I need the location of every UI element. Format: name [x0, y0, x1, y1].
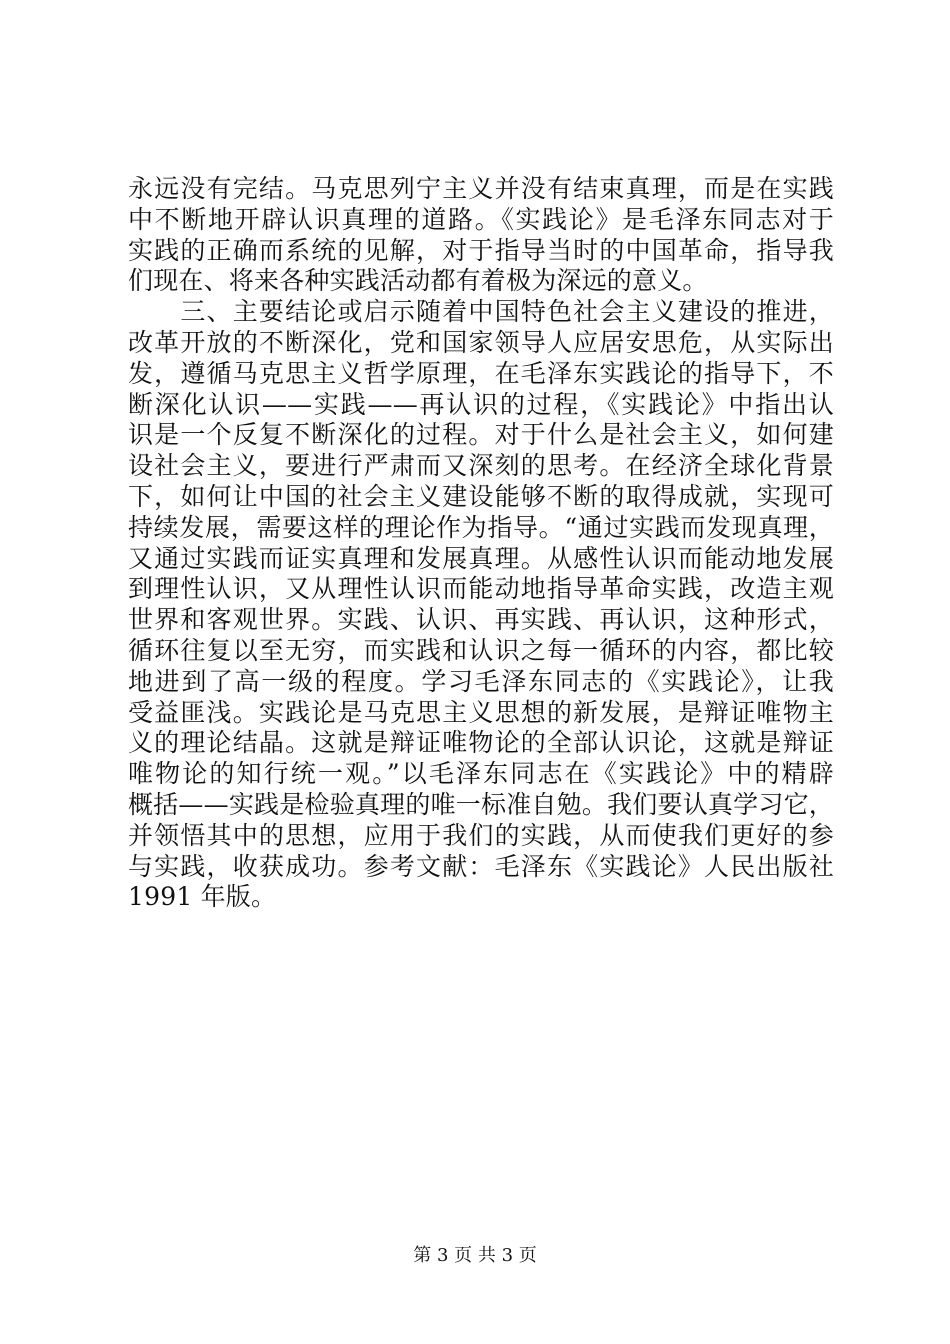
- page-footer: 第 3 页 共 3 页: [413, 1245, 537, 1266]
- text-line: 发，遵循马克思主义哲学原理，在毛泽东实践论的指导下，不: [128, 358, 834, 388]
- text-line: 设社会主义，要进行严肃而又深刻的思考。在经济全球化背景: [128, 451, 834, 481]
- text-line: 永远没有完结。马克思列宁主义并没有结束真理，而是在实践: [128, 174, 834, 203]
- text-line: 循环往复以至无穷，而实践和认识之每一循环的内容，都比较: [128, 635, 834, 665]
- body-text: [128, 174, 834, 913]
- text-line: 与实践，收获成功。参考文献：毛泽东《实践论》人民出版社: [128, 851, 834, 881]
- text-line: 下，如何让中国的社会主义建设能够不断的取得成就，实现可: [128, 481, 834, 511]
- text-line: 受益匪浅。实践论是马克思主义思想的新发展，是辩证唯物主: [128, 697, 834, 727]
- text-line: 中不断地开辟认识真理的道路。《实践论》是毛泽东同志对于: [128, 204, 834, 234]
- text-line: 1991 年版。: [128, 882, 277, 912]
- text-line: 世界和客观世界。实践、认识、再实践、再认识，这种形式，: [128, 605, 834, 635]
- text-line: 实践的正确而系统的见解，对于指导当时的中国革命，指导我: [128, 235, 834, 265]
- text-line: 识是一个反复不断深化的过程。对于什么是社会主义，如何建: [128, 420, 834, 450]
- text-line: 们现在、将来各种实践活动都有着极为深远的意义。: [128, 266, 708, 296]
- text-line: 义的理论结晶。这就是辩证唯物论的全部认识论，这就是辩证: [128, 728, 834, 758]
- text-line: 三、主要结论或启示随着中国特色社会主义建设的推进，: [128, 297, 834, 327]
- text-line: 改革开放的不断深化，党和国家领导人应居安思危，从实际出: [128, 327, 834, 357]
- text-line: 地进到了高一级的程度。学习毛泽东同志的《实践论》，让我: [128, 666, 834, 696]
- text-line: 又通过实践而证实真理和发展真理。从感性认识而能动地发展: [128, 543, 834, 573]
- text-line: 到理性认识，又从理性认识而能动地指导革命实践，改造主观: [128, 574, 834, 604]
- text-line: 唯物论的知行统一观。”以毛泽东同志在《实践论》中的精辟: [128, 759, 834, 789]
- text-line: 概括——实践是检验真理的唯一标准自勉。我们要认真学习它，: [128, 789, 834, 819]
- text-line: 断深化认识——实践——再认识的过程，《实践论》中指出认: [128, 389, 834, 419]
- text-line: 并领悟其中的思想，应用于我们的实践，从而使我们更好的参: [128, 820, 834, 850]
- text-line: 持续发展，需要这样的理论作为指导。“通过实践而发现真理，: [128, 512, 834, 542]
